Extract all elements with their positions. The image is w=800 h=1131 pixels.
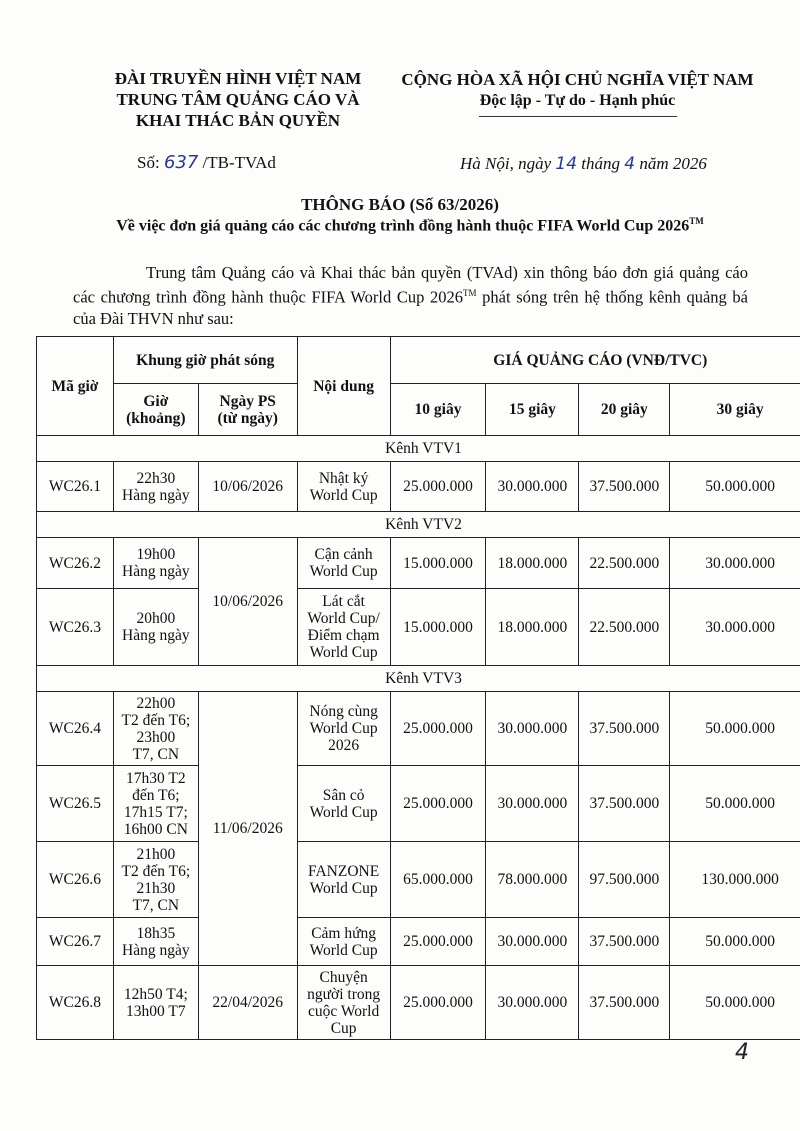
organization-header <box>88 68 388 131</box>
motto-underline <box>479 116 677 117</box>
cell-content: Nhật ký World Cup <box>297 462 390 512</box>
header-10s: 10 giây <box>390 384 486 436</box>
cell-price-30s: 50.000.000 <box>670 966 800 1040</box>
cell-price-30s: 30.000.000 <box>670 589 800 666</box>
reference-prefix: Số: <box>137 153 160 172</box>
cell-code: WC26.2 <box>37 538 114 589</box>
cell-code: WC26.8 <box>37 966 114 1040</box>
cell-price-30s: 50.000.000 <box>670 462 800 512</box>
cell-price-30s: 50.000.000 <box>670 766 800 842</box>
cell-price-20s: 37.500.000 <box>579 766 670 842</box>
cell-price-10s: 25.000.000 <box>390 918 486 966</box>
cell-code: WC26.6 <box>37 842 114 918</box>
trademark-mark: TM <box>689 216 704 226</box>
cell-time: 17h30 T2 đến T6; 17h15 T7; 16h00 CN <box>113 766 198 842</box>
channel-row-vtv3: Kênh VTV3 <box>37 666 800 692</box>
cell-price-15s: 30.000.000 <box>486 692 579 766</box>
table-row <box>37 589 800 666</box>
cell-price-10s: 15.000.000 <box>390 538 486 589</box>
header-start-date: Ngày PS (từ ngày) <box>198 384 297 436</box>
cell-price-10s: 25.000.000 <box>390 462 486 512</box>
date-month-label: tháng <box>581 154 621 173</box>
cell-price-10s: 25.000.000 <box>390 766 486 842</box>
org-line-1: ĐÀI TRUYỀN HÌNH VIỆT NAM <box>114 69 362 88</box>
cell-price-15s: 30.000.000 <box>486 766 579 842</box>
table-row <box>37 462 800 512</box>
cell-time: 20h00 Hàng ngày <box>113 589 198 666</box>
subtitle-text: Về việc đơn giá quảng cáo các chương trình đồng hành thuộc FIFA World Cup 2026 <box>116 217 690 235</box>
cell-content: Lát cắt World Cup/ Điểm chạm World Cup <box>297 589 390 666</box>
cell-price-20s: 22.500.000 <box>579 538 670 589</box>
cell-content: Sân cỏ World Cup <box>297 766 390 842</box>
cell-start-date: 11/06/2026 <box>198 692 297 966</box>
cell-code: WC26.1 <box>37 462 114 512</box>
table-row <box>37 538 800 589</box>
header-code: Mã giờ <box>37 337 114 436</box>
reference-suffix: /TB-TVAd <box>202 153 276 172</box>
cell-time: 21h00 T2 đến T6; 21h30 T7, CN <box>113 842 198 918</box>
cell-start-date: 10/06/2026 <box>198 538 297 666</box>
table-row <box>37 966 800 1040</box>
document-title: THÔNG BÁO (Số 63/2026) <box>301 195 499 214</box>
header-slot-group: Khung giờ phát sóng <box>113 337 297 384</box>
header-price-group: GIÁ QUẢNG CÁO (VNĐ/TVC) <box>390 337 800 384</box>
cell-price-10s: 15.000.000 <box>390 589 486 666</box>
intro-text-1: Trung tâm Quảng cáo và Khai thác bản quyền (TVAd) xin thông báo đơn giá quảng cáo các chương trình đồng hành thuộc FIFA World Cup 2026 <box>73 263 748 307</box>
cell-code: WC26.3 <box>37 589 114 666</box>
table-row <box>37 766 800 842</box>
issue-date <box>460 154 707 174</box>
cell-price-20s: 22.500.000 <box>579 589 670 666</box>
org-line-2: TRUNG TÂM QUẢNG CÁO VÀ <box>116 90 360 109</box>
header-15s: 15 giây <box>486 384 579 436</box>
cell-price-30s: 50.000.000 <box>670 692 800 766</box>
header-content: Nội dung <box>297 337 390 436</box>
cell-price-10s: 25.000.000 <box>390 692 486 766</box>
cell-content: Cận cảnh World Cup <box>297 538 390 589</box>
cell-price-30s: 50.000.000 <box>670 918 800 966</box>
cell-content: Cảm hứng World Cup <box>297 918 390 966</box>
intro-text-2: phát sóng trên hệ thống kênh quảng bá của Đài THVN như sau: <box>73 287 749 328</box>
channel-row-vtv2: Kênh VTV2 <box>37 512 800 538</box>
cell-time: 18h35 Hàng ngày <box>113 918 198 966</box>
country-name: CỘNG HÒA XÃ HỘI CHỦ NGHĨA VIỆT NAM <box>401 70 754 89</box>
cell-start-date: 10/06/2026 <box>198 462 297 512</box>
org-line-3: KHAI THÁC BẢN QUYỀN <box>135 111 341 130</box>
cell-code: WC26.5 <box>37 766 114 842</box>
intro-trademark: TM <box>463 288 477 298</box>
cell-code: WC26.4 <box>37 692 114 766</box>
cell-price-15s: 30.000.000 <box>486 918 579 966</box>
motto: Độc lập - Tự do - Hạnh phúc <box>479 92 676 109</box>
cell-price-20s: 37.500.000 <box>579 966 670 1040</box>
cell-price-30s: 30.000.000 <box>670 538 800 589</box>
cell-price-10s: 25.000.000 <box>390 966 486 1040</box>
date-place: Hà Nội, ngày <box>460 154 552 173</box>
cell-content: FANZONE World Cup <box>297 842 390 918</box>
channel-row-vtv1: Kênh VTV1 <box>37 436 800 462</box>
cell-price-20s: 37.500.000 <box>579 692 670 766</box>
date-year: năm 2026 <box>639 154 707 173</box>
cell-price-10s: 65.000.000 <box>390 842 486 918</box>
reference-number <box>137 152 276 173</box>
table-row <box>37 692 800 766</box>
cell-time: 12h50 T4; 13h00 T7 <box>113 966 198 1040</box>
cell-price-20s: 37.500.000 <box>579 462 670 512</box>
cell-price-15s: 30.000.000 <box>486 462 579 512</box>
cell-price-30s: 130.000.000 <box>670 842 800 918</box>
cell-content: Chuyện người trong cuộc World Cup <box>297 966 390 1040</box>
header-20s: 20 giây <box>579 384 670 436</box>
document-subtitle <box>70 216 750 235</box>
cell-code: WC26.7 <box>37 918 114 966</box>
price-table <box>36 336 800 1040</box>
cell-price-20s: 97.500.000 <box>579 842 670 918</box>
cell-price-20s: 37.500.000 <box>579 918 670 966</box>
cell-content: Nóng cùng World Cup 2026 <box>297 692 390 766</box>
handwritten-initials: 4 <box>735 1040 749 1065</box>
header-time: Giờ (khoảng) <box>113 384 198 436</box>
cell-price-15s: 30.000.000 <box>486 966 579 1040</box>
table-row <box>37 842 800 918</box>
reference-handwritten-number: 637 <box>163 152 199 173</box>
national-header <box>380 70 775 117</box>
cell-time: 22h00 T2 đến T6; 23h00 T7, CN <box>113 692 198 766</box>
cell-price-15s: 18.000.000 <box>486 589 579 666</box>
cell-time: 19h00 Hàng ngày <box>113 538 198 589</box>
header-30s: 30 giây <box>670 384 800 436</box>
date-month: 4 <box>624 154 636 174</box>
intro-paragraph <box>73 262 748 329</box>
date-day: 14 <box>555 154 578 174</box>
table-row <box>37 918 800 966</box>
cell-time: 22h30 Hàng ngày <box>113 462 198 512</box>
cell-start-date: 22/04/2026 <box>198 966 297 1040</box>
cell-price-15s: 78.000.000 <box>486 842 579 918</box>
cell-price-15s: 18.000.000 <box>486 538 579 589</box>
